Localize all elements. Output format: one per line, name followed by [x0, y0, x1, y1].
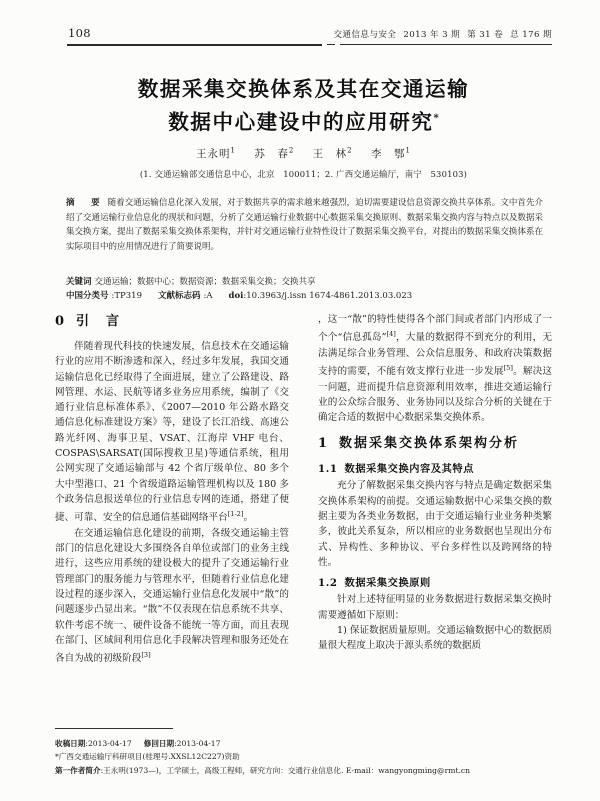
paragraph: [318, 312, 552, 425]
affiliation: (1. 交通运输部交通信息中心，北京 100011；2. 广西交通运输厅，南宁 530103): [139, 168, 468, 179]
author-item: [254, 146, 294, 161]
citation-ref: [5]: [503, 364, 513, 373]
paragraph-tail: 。解决这一问题，进而提升信息资源利用效率，推进交通运输行业的公众综合服务、业务协同以及综合分析的关键在于确定合适的数据中心数据采集交换体系。: [318, 366, 553, 424]
journal-name: 交通信息与安全: [333, 30, 397, 40]
running-head: [55, 26, 552, 48]
author-affil-mark: 1: [230, 146, 237, 155]
abstract-text: 随着交通运输信息化深入发展，对于数据共享的需求越来越强烈，迫切需要建设信息资源交换共享体系。文中首先介绍了交通运输行业信息化的现状和问题，分析了交通运输行业数据中心数据采集交换原则、数据采集交换内容与特点以及数据采集交换方案，提出了数据采集交换体系架构，并针对交通运输行业特性设计了数据采集交换平台，对提出的数据采集交换体系在实际项目中的应用情况进行了简要说明。: [66, 198, 543, 252]
section-number: 0: [55, 314, 67, 329]
section-title: 数据采集交换体系架构分析: [339, 436, 520, 452]
journal-issue-year: 2013 年 3 期: [403, 30, 461, 40]
paragraph-text: ，大量的数据得不到充分的利用，无法满足综合业务管理、公众信息服务、和政府决策数据支持的需要，不能有效支撑行业进一步发展: [318, 332, 553, 378]
author-name: 王永明: [196, 147, 231, 160]
doi-label: doi: [228, 291, 244, 301]
paragraph: [55, 339, 289, 526]
paragraph-text: ，这一“散”的特性使得各个部门间或者部门内形成了一个个“信息孤岛”: [318, 314, 552, 344]
received-value: 2013-04-17: [87, 738, 132, 748]
section-heading-intro: [55, 312, 289, 332]
journal-serial: 总 176 期: [510, 30, 552, 40]
keywords-block: [66, 275, 543, 290]
header-rule-right: [340, 44, 552, 45]
section-number: 1: [318, 436, 330, 452]
title-footnote-mark: *: [433, 113, 439, 124]
footnote-block: [55, 737, 471, 777]
citation-ref: [1-2]: [227, 510, 244, 519]
abstract-block: [66, 196, 543, 254]
author-item: [196, 146, 236, 161]
subsection-title: 数据采集交换内容及其特点: [344, 463, 474, 476]
author-name: 王 林: [312, 147, 348, 160]
footnote-fund: *广西交通运输厅科研项目(桂理号.XXSL12C227)资助: [55, 752, 240, 762]
section-1: [318, 434, 552, 653]
revised-value: 2013-04-17: [176, 738, 221, 748]
doc-code-value: A: [206, 291, 213, 301]
subsection-number: 1.1: [318, 463, 338, 476]
column-left: [55, 312, 289, 705]
author-affil-mark: 2: [347, 146, 353, 155]
header-rule-dash: [327, 44, 335, 45]
paragraph: 1) 保证数据质量原则。交通运输数据中心的数据质量很大程度上取决于源头系统的数据质: [318, 624, 552, 652]
author-affil-mark: 2: [288, 146, 295, 155]
footnote-dates: 收稿日期:2013-04-17 修回日期:2013-04-17: [55, 738, 221, 748]
journal-citation: [333, 28, 552, 40]
clc-value: TP319: [114, 291, 143, 301]
column-right: [318, 312, 552, 705]
doi-value: 10.3963/j.issn 1674-4861.2013.03.023: [246, 291, 413, 301]
subsection-title: 数据采集交换原则: [344, 577, 431, 590]
section-heading-1: [318, 434, 552, 454]
abstract-label: 摘 要: [66, 198, 104, 208]
author-item: [313, 146, 353, 161]
paragraph: 针对上述特征明显的业务数据进行数据采集交换时需要遵循如下原则：: [318, 594, 552, 621]
classification-block: 中国分类号 :TP319 文献标志码 :A doi:10.3963/j.issn 1674-4861.2013.03.023: [66, 291, 413, 301]
revised-label: 修回日期: [143, 738, 175, 748]
bio-label: 第一作者简介: [55, 765, 101, 775]
section-title: 引 言: [76, 314, 122, 329]
keywords-label: 关键词: [66, 277, 92, 287]
title-line-2-text: 数据中心建设中的应用研究: [168, 109, 434, 134]
author-name: 苏 春: [254, 147, 289, 160]
author-item: [371, 146, 411, 161]
author-list: [55, 146, 552, 161]
paragraph: 充分了解数据采集交换内容与特点是确定数据采集交换体系架构的前提。交通运输数据中心采集交换的数据主要为各类业务数据，由于交通运输行业业务种类繁多，彼此关系复杂，所以相应的业务数据也呈现出分布式、异构性、多种协议、平台多样性以及跨网络的特性。: [318, 480, 552, 568]
page-title: [55, 74, 552, 137]
citation-ref: [4]: [386, 330, 396, 339]
title-line-1: 数据采集交换体系及其在交通运输: [137, 77, 470, 101]
subsection-number: 1.2: [318, 577, 338, 590]
bio-value: 王永明(1973—)，工学硕士，高级工程师，研究方向：交通行业信息化. E-mail：wangyongming@rmt.cn: [103, 765, 471, 775]
keywords-text: 交通运输；数据中心；数据资源；数据采集交换；交换共享: [94, 277, 316, 287]
clc-label: 中国分类号: [66, 291, 109, 301]
subsection-heading-1-1: [318, 461, 552, 477]
paragraph-tail: 。: [243, 512, 254, 524]
received-label: 收稿日期: [55, 738, 86, 748]
author-affil-mark: 1: [405, 146, 411, 155]
header-rule-left: [67, 44, 322, 46]
journal-volume: 第 31 卷: [467, 30, 504, 40]
footnote-rule: [55, 728, 173, 729]
page-number: 108: [68, 26, 91, 40]
paragraph-text: 伴随着现代科技的快速发展，信息技术在交通运输行业的应用不断渗透和深入，经过多年发展，我国交通运输信息化已经取得了全面进展，建立了公路建设、路网管理、水运、民航等诸多业务应用系统，编制了《交通行业信息标准体系》、《2007—2010 年公路水路交通信息化标准建设方案》等，建设了长江沿线、高速公路光纤网、海事卫星、VSAT、江海岸 VHF 电台、COSPAS\SARSAT(国际搜救卫星)等通信系统，租用公网实现了交通运输部与 42 个省厅级单位、80 多个大中型港口、21 个省级道路运输管理机构以及 180 多个政务信息报送单位的行业信息专网的连通，搭建了便捷、可靠、安全的信息通信基础网络平台: [55, 341, 289, 524]
paragraph-text: 在交通运输信息化建设的前期，各级交通运输主管部门的信息化建设大多围绕各自单位或部门的业务主线进行，这些应用系统的建设极大的提升了交通运输行业管理部门的服务能力与管理水平，但随着行业信息化建设过程的逐步深入，交通运输行业信息化发展中“散”的问题逐步凸显出来。“散”不仅表现在信息系统不共享、软件考虑不统一、硬件设备不能统一等方面，而且表现在部门、区域间利用信息化手段解决管理和服务还处在各自为战的初级阶段: [55, 527, 289, 665]
body-columns: [55, 312, 552, 705]
paragraph: [55, 526, 289, 667]
footnote-bio: 第一作者简介:王永明(1973—)，工学硕士，高级工程师，研究方向：交通行业信息化. E-mail：wangyongming@rmt.cn: [55, 765, 471, 775]
citation-ref: [3]: [141, 651, 151, 660]
title-block: [55, 74, 552, 180]
title-line-2: [55, 104, 552, 137]
author-name: 李 鄂: [370, 147, 406, 160]
subsection-heading-1-2: [318, 575, 552, 591]
doc-code-label: 文献标志码: [158, 291, 201, 301]
